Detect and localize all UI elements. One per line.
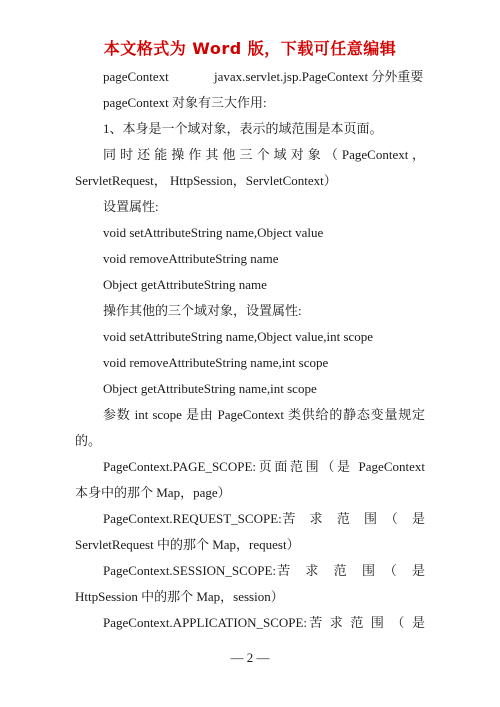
paragraph-line: void setAttributeString name,Object value	[103, 225, 324, 240]
paragraph-line: Object getAttributeString name,int scope	[103, 381, 317, 396]
paragraph-line: HttpSession 中的那个 Map，session）	[75, 589, 284, 604]
paragraph-line: PageContext.REQUEST_SCOPE:苦 求 范 围 （ 是	[103, 511, 425, 526]
paragraph-line: PageContext.PAGE_SCOPE:页面范围（是 PageContext	[103, 459, 425, 474]
paragraph-line: pageContext 对象有三大作用:	[103, 95, 267, 110]
header-left: pageContext	[103, 69, 169, 84]
document-body	[75, 64, 425, 636]
paragraph-line: ServletRequest 中的那个 Map，request）	[75, 537, 300, 552]
paragraph-line: ServletRequest， HttpSession，ServletContext）	[75, 173, 337, 188]
paragraph-line: 本身中的那个 Map，page）	[75, 485, 231, 500]
paragraph-line: void removeAttributeString name,int scope	[103, 355, 329, 370]
paragraph-line: 1、本身是一个域对象，表示的域范围是本页面。	[103, 121, 383, 136]
document-banner: 本文格式为 Word 版，下载可任意编辑	[103, 39, 397, 58]
paragraph-line: 参数 int scope 是由 PageContext 类供给的静态变量规定	[103, 407, 425, 422]
paragraph-line: Object getAttributeString name	[103, 277, 267, 292]
paragraph-line: PageContext.APPLICATION_SCOPE:苦 求 范 围 （ 是	[103, 615, 425, 630]
header-row	[75, 64, 425, 90]
paragraph-line: 操作其他的三个域对象，设置属性:	[103, 303, 302, 318]
paragraph-line: 设置属性:	[103, 199, 159, 214]
paragraph-line: PageContext.SESSION_SCOPE:苦 求 范 围 （ 是	[103, 563, 425, 578]
paragraph-line: 同 时 还 能 操 作 其 他 三 个 域 对 象 （ PageContext ，	[103, 147, 425, 162]
header-right: javax.servlet.jsp.PageContext 分外重要	[214, 69, 424, 84]
paragraph-line: 的。	[75, 433, 102, 448]
page-number: — 2 —	[230, 650, 270, 665]
paragraph-line: void setAttributeString name,Object value,int scope	[103, 329, 374, 344]
paragraph-line: void removeAttributeString name	[103, 251, 279, 266]
